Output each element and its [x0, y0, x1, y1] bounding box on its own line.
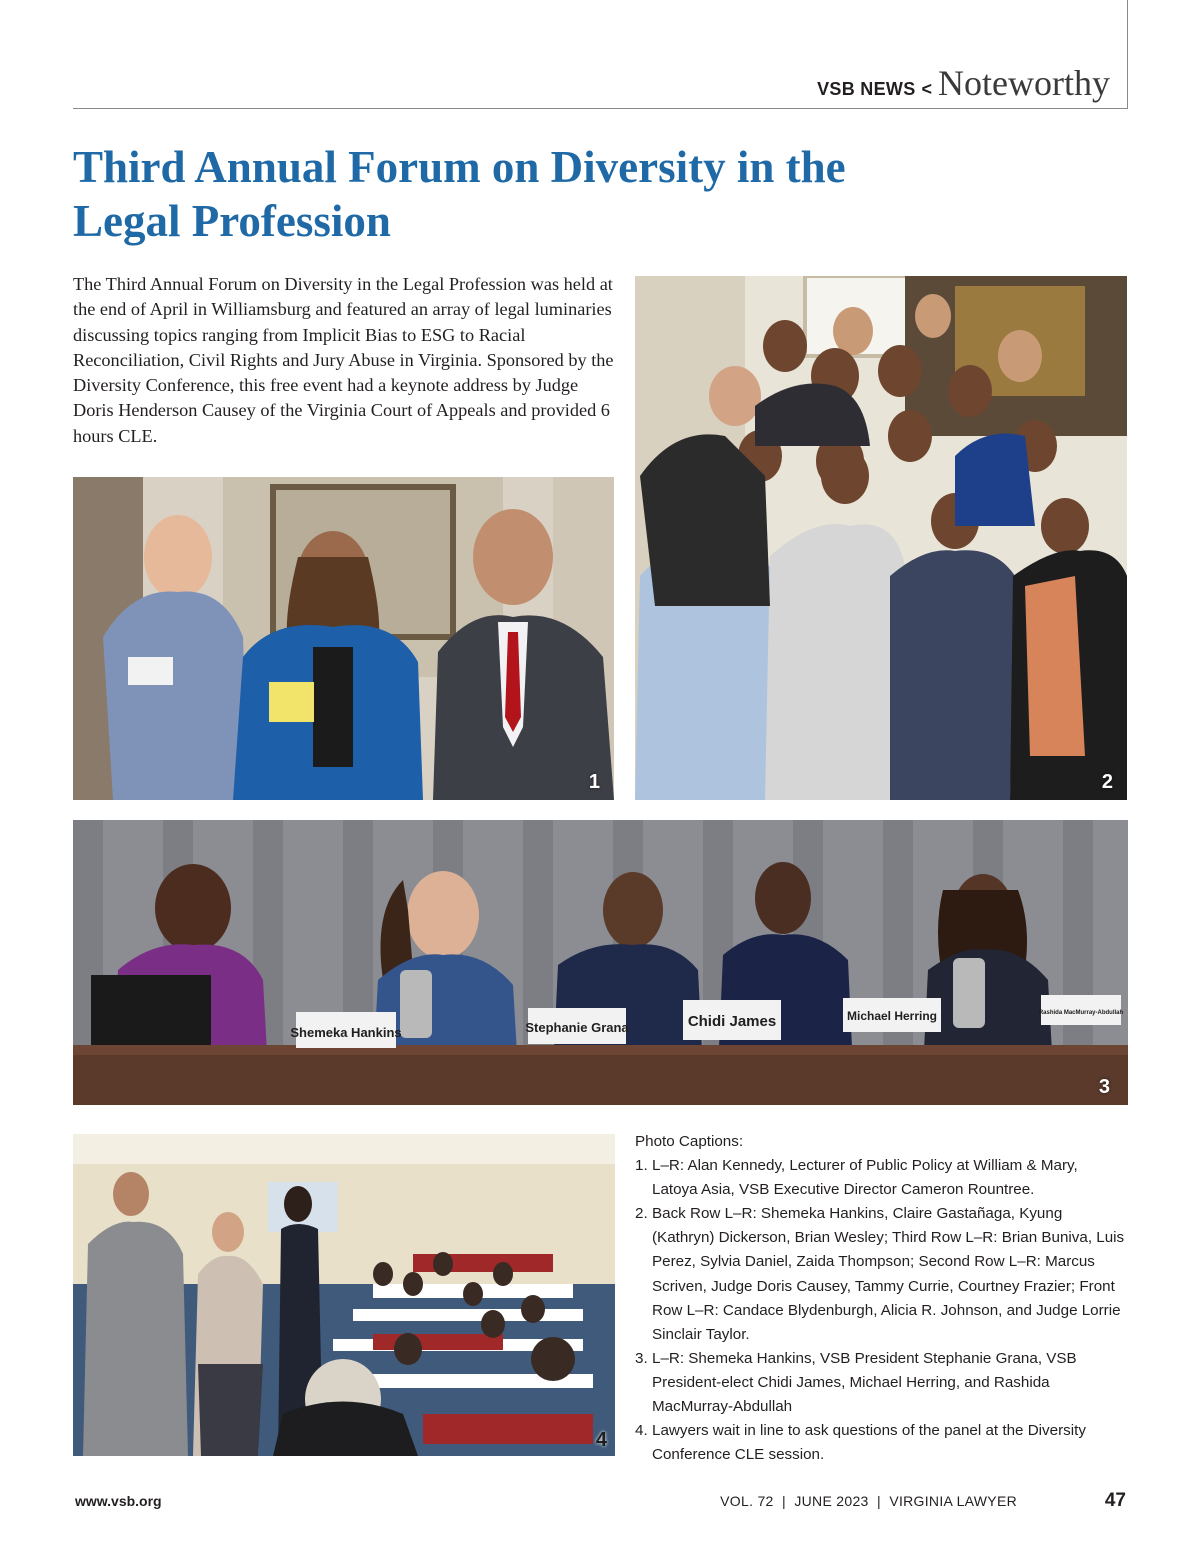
photo-1-image — [73, 477, 614, 800]
running-header — [817, 62, 1110, 104]
photo-3 — [73, 820, 1128, 1105]
section-label: VSB NEWS — [817, 79, 916, 99]
article-intro: The Third Annual Forum on Diversity in the Legal Profession was held at the end of April in Williamsburg and featured an array of legal luminaries discussing topics ranging from Implicit Bias to ESG to Racial Reconciliation, Civil Rights and Jury Abuse in Virginia. Sponsored by the Diversity Conference, this free event had a keynote address by Judge Doris Henderson Causey of the Virginia Court of Appeals and provided 6 hours CLE. — [73, 274, 614, 446]
title-line-1: Third Annual Forum on Diversity in the — [73, 142, 846, 192]
photo-4 — [73, 1134, 615, 1456]
photo-1-number: 1 — [588, 771, 600, 793]
caption-number: 4. — [635, 1422, 648, 1440]
department-label: Noteworthy — [938, 63, 1110, 103]
photo-3-number: 3 — [1098, 1076, 1110, 1098]
caption-item — [635, 1347, 1125, 1419]
caption-text: L–R: Shemeka Hankins, VSB President Stephanie Grana, VSB President-elect Chidi James, Michael Herring, and Rashida MacMurray-Abdullah — [652, 1349, 1077, 1416]
caption-number: 1. — [635, 1157, 648, 1175]
photo-1 — [73, 477, 614, 800]
nameplate-3: Chidi James — [687, 1013, 777, 1030]
caption-text: Back Row L–R: Shemeka Hankins, Claire Gastañaga, Kyung (Kathryn) Dickerson, Brian Wesley; Third Row L–R: Brian Buniva, Luis Perez, Sylvia Daniel, Zaida Thompson; Second Row L–R: Marcus Scriven, Judge Doris Causey, Tammy Currie, Courtney Frazier; Front Row L–R: Candace Blydenburgh, Alicia R. Johnson, and Judge Lorrie Sinclair Taylor. — [652, 1205, 1125, 1343]
article-title — [73, 140, 973, 248]
photo-captions — [635, 1130, 1125, 1467]
footer-issue-info: VOL. 72 | JUNE 2023 | VIRGINIA LAWYER — [720, 1493, 1017, 1509]
section-separator: < — [921, 79, 933, 99]
caption-number: 2. — [635, 1205, 648, 1223]
captions-list — [635, 1154, 1125, 1467]
header-vertical-rule — [1127, 0, 1128, 109]
caption-item — [635, 1154, 1125, 1202]
nameplate-2: Stephanie Grana — [525, 1020, 629, 1035]
nameplate-5: Rashida MacMurray-Abdullah — [1038, 1010, 1124, 1016]
footer-website-link[interactable]: www.vsb.org — [75, 1493, 162, 1509]
photo-2 — [635, 276, 1127, 800]
photo-3-image — [73, 820, 1128, 1105]
photo-4-image — [73, 1134, 615, 1456]
caption-number: 3. — [635, 1349, 648, 1367]
header-rule — [73, 108, 1127, 109]
photo-2-image — [635, 276, 1127, 800]
photo-4-number: 4 — [595, 1429, 607, 1451]
captions-heading: Photo Captions: — [635, 1133, 744, 1150]
caption-text: L–R: Alan Kennedy, Lecturer of Public Policy at William & Mary, Latoya Asia, VSB Executive Director Cameron Rountree. — [652, 1157, 1078, 1199]
title-line-2: Legal Profession — [73, 196, 391, 246]
nameplate-1: Shemeka Hankins — [290, 1025, 402, 1040]
caption-item — [635, 1202, 1125, 1347]
caption-text: Lawyers wait in line to ask questions of the panel at the Diversity Conference CLE session. — [652, 1422, 1086, 1464]
photo-2-number: 2 — [1101, 771, 1113, 793]
caption-item — [635, 1419, 1125, 1467]
page-number: 47 — [1104, 1490, 1126, 1511]
nameplate-4: Michael Herring — [846, 1009, 938, 1023]
